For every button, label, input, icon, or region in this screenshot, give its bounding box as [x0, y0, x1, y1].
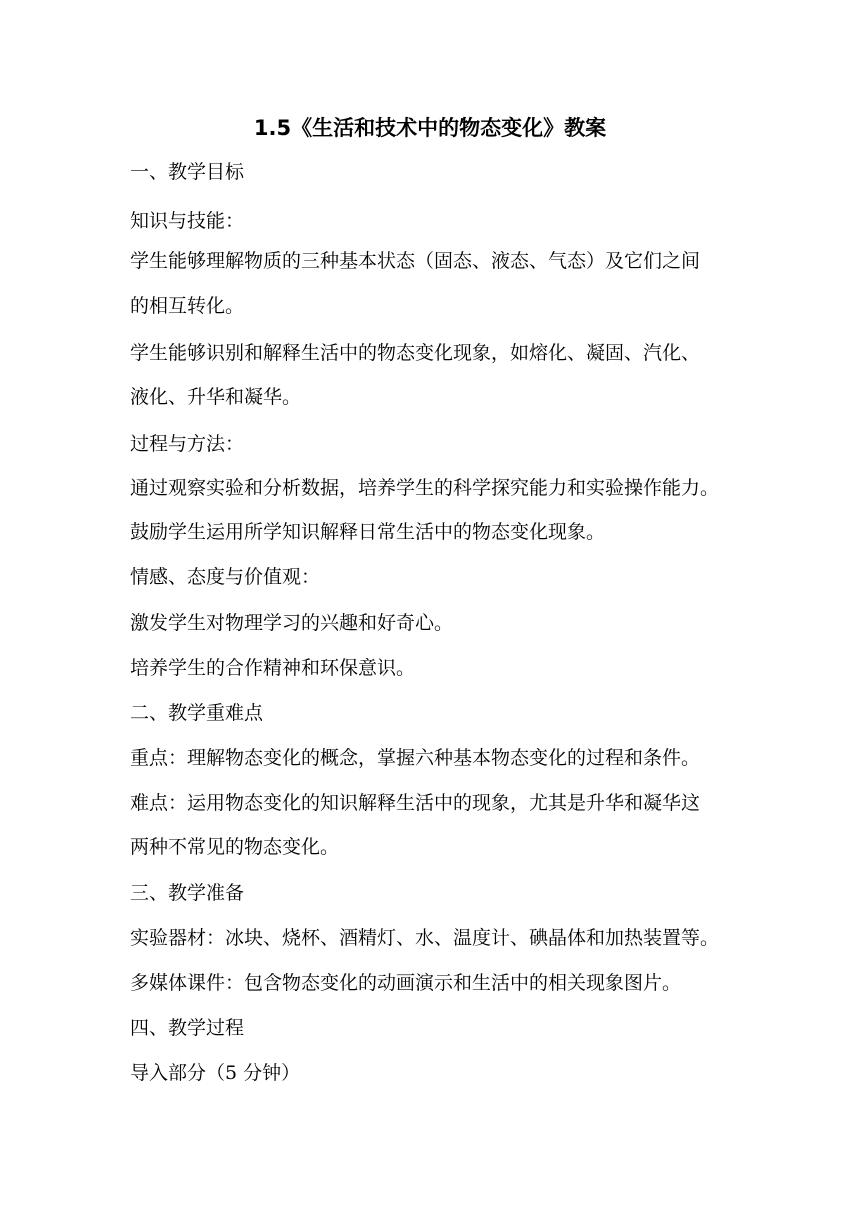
paragraph-line: 难点：运用物态变化的知识解释生活中的现象，尤其是升华和凝华这: [130, 792, 701, 814]
subheading-process-methods: 过程与方法：: [130, 433, 245, 455]
paragraph-line: 液化、升华和凝华。: [130, 386, 302, 408]
section-heading-teaching-process: 四、教学过程: [130, 1017, 245, 1039]
paragraph-line: 鼓励学生运用所学知识解释日常生活中的物态变化现象。: [130, 521, 606, 543]
paragraph-line: 两种不常见的物态变化。: [130, 836, 340, 858]
section-heading-key-points: 二、教学重难点: [130, 702, 264, 724]
section-heading-teaching-goals: 一、教学目标: [130, 161, 245, 183]
subheading-emotion-values: 情感、态度与价值观：: [130, 566, 321, 588]
paragraph-line: 重点：理解物态变化的概念，掌握六种基本物态变化的过程和条件。: [130, 747, 701, 769]
paragraph-line: 学生能够理解物质的三种基本状态（固态、液态、气态）及它们之间: [130, 250, 701, 272]
paragraph-line: 培养学生的合作精神和环保意识。: [130, 657, 416, 679]
paragraph-line: 多媒体课件：包含物态变化的动画演示和生活中的相关现象图片。: [130, 972, 682, 994]
paragraph-line: 通过观察实验和分析数据，培养学生的科学探究能力和实验操作能力。: [130, 477, 720, 499]
subheading-introduction: 导入部分（5 分钟）: [130, 1062, 301, 1084]
paragraph-line: 的相互转化。: [130, 295, 245, 317]
document-title: 1.5《生活和技术中的物态变化》教案: [253, 116, 607, 140]
paragraph-line: 实验器材：冰块、烧杯、酒精灯、水、温度计、碘晶体和加热装置等。: [130, 927, 720, 949]
section-heading-preparation: 三、教学准备: [130, 882, 245, 904]
paragraph-line: 学生能够识别和解释生活中的物态变化现象，如熔化、凝固、汽化、: [130, 342, 701, 364]
subheading-knowledge-skills: 知识与技能：: [130, 210, 245, 232]
paragraph-line: 激发学生对物理学习的兴趣和好奇心。: [130, 612, 454, 634]
